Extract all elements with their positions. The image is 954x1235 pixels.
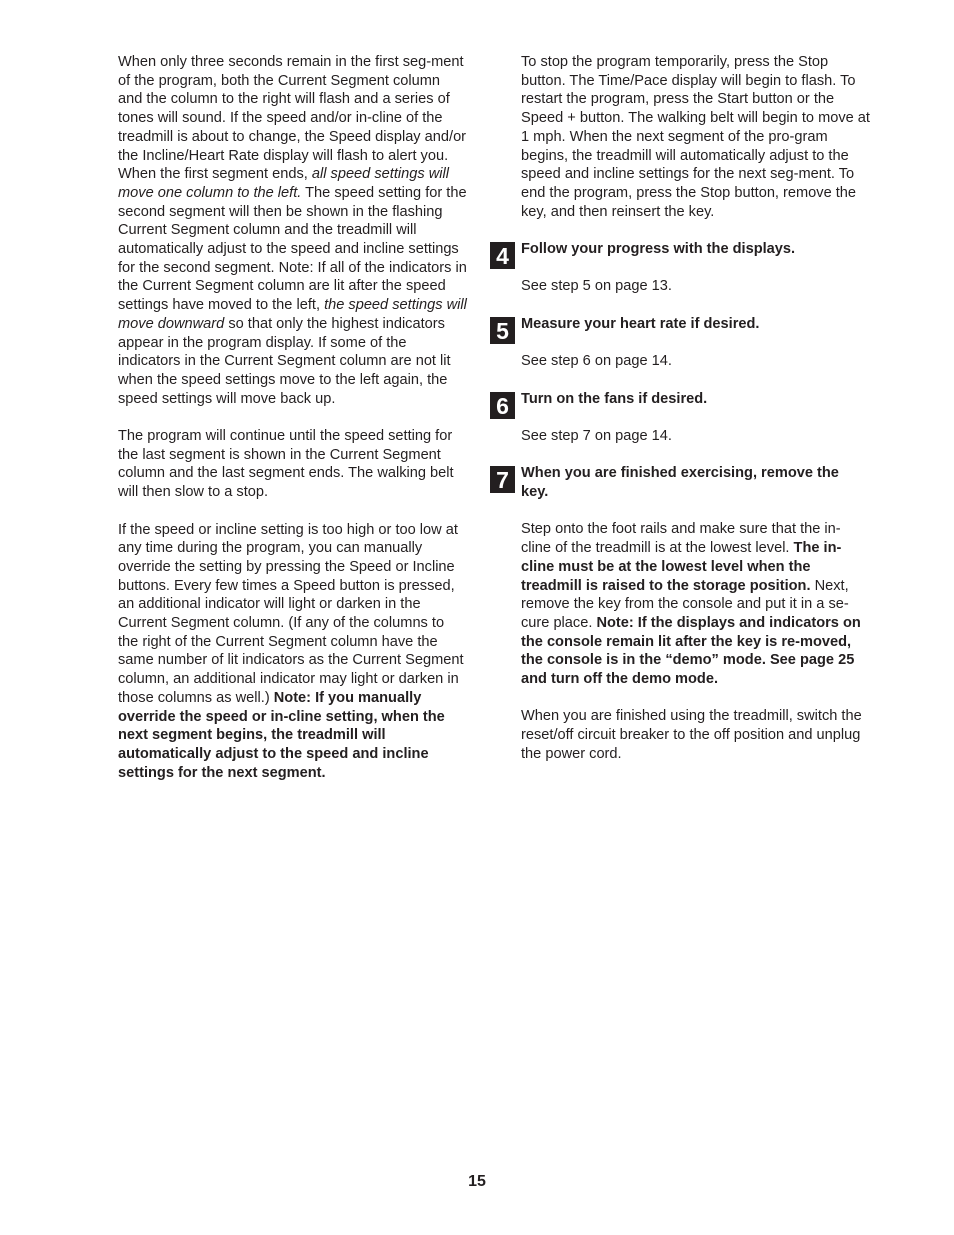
step-number-badge: 6 [490,392,515,419]
step-paragraph [521,352,870,371]
text-run: all speed settings will move one column to the left. [118,166,449,201]
step-number-badge: 4 [490,242,515,269]
right-column [490,53,870,782]
paragraph-stop-program [521,53,870,221]
text-run: The program will continue until the speed setting for the last segment is shown in the Current Segment column and the last segment ends. The walking belt will then slow to a stop. [118,428,454,501]
step-body [521,315,870,371]
text-run: See step 6 on page 14. [521,353,672,370]
paragraph-finish [521,707,870,763]
text-run: Step onto the foot rails and make sure that the in-cline of the treadmill is at the lowest level. [521,521,841,557]
step-title: Follow your progress with the displays. [521,241,796,258]
step-body [521,464,870,688]
text-run: the speed settings will move downward [118,297,467,332]
step-paragraph [521,520,870,688]
text-run: Next, remove the key from the console and put it in a se-cure place. [521,577,849,631]
text-run: If the speed or incline setting is too high or too low at any time during the program, you can manually override the setting by pressing the Speed or Incline buttons. Every few times a Speed button is pressed, an additional indicator will light or darken in the Current Segment column. (If any of the columns to the right of the Current Segment column have the same number of lit indicators as the Current Segment column, an additional indicator may light or darken in those columns as well.) [118,521,464,706]
text-run: To stop the program temporarily, press the Stop button. The Time/Pace display will begin to flash. To restart the program, press the Start button or the Speed + button. The walking belt will begin to move at 1 mph. When the next segment of the pro-gram begins, the treadmill will automatically adjust to the speed and incline settings for the next seg-ment. To end the program, press the Stop button, remove the key, and then reinsert the key. [521,54,870,220]
paragraph-program-end [118,427,468,502]
step-7 [490,464,870,688]
step-5 [490,315,870,371]
paragraph-segment-change [118,53,468,408]
text-run: Note: If the displays and indicators on the console remain lit after the key is re-moved, the console is in the “demo” mode. See page 25 and turn off the demo mode. [521,614,861,688]
text-run: When you are finished using the treadmill, switch the reset/off circuit breaker to the off position and unplug the power cord. [521,708,862,762]
step-paragraph [521,277,870,296]
step-6 [490,390,870,446]
text-run: See step 7 on page 14. [521,427,672,444]
step-body [521,390,870,446]
text-run: Note: If you manually override the speed or in-cline setting, when the next segment begins, the treadmill will automatically adjust to the speed and incline settings for the next segment. [118,689,445,781]
step-number-badge: 7 [490,466,515,493]
step-title: Turn on the fans if desired. [521,390,708,407]
step-body [521,240,870,296]
step-4 [490,240,870,296]
text-run: When only three seconds remain in the first seg-ment of the program, both the Current Segment column and the column to the right will flash and a series of tones will sound. If the speed and/or in-cline of the treadmill is about to change, the Speed display and/or the Incline/Heart Rate display will flash to alert you. When the first segment ends, [118,54,467,183]
steps-list [490,240,870,689]
text-run: so that only the highest indicators appear in the program display. If some of the indicators in the Current Segment column are not lit when the speed settings move to the left again, the speed settings will move back up. [118,315,451,407]
paragraph-manual-override [118,521,468,783]
step-title: Measure your heart rate if desired. [521,315,760,332]
page-number: 15 [468,1173,486,1190]
step-title: When you are finished exercising, remove the key. [521,465,839,501]
text-run: See step 5 on page 13. [521,278,672,295]
step-number-badge: 5 [490,317,515,344]
step-paragraph [521,427,870,446]
text-run: The speed setting for the second segment will then be shown in the flashing Current Segment column and the treadmill will automatically adjust to the speed and incline settings for the second segment. Note: If all of the indicators in the Current Segment column are lit after the speed settings have moved to the left, [118,184,467,314]
text-run: The in-cline must be at the lowest level when the treadmill is raised to the storage position. [521,540,842,594]
left-column [118,53,468,801]
